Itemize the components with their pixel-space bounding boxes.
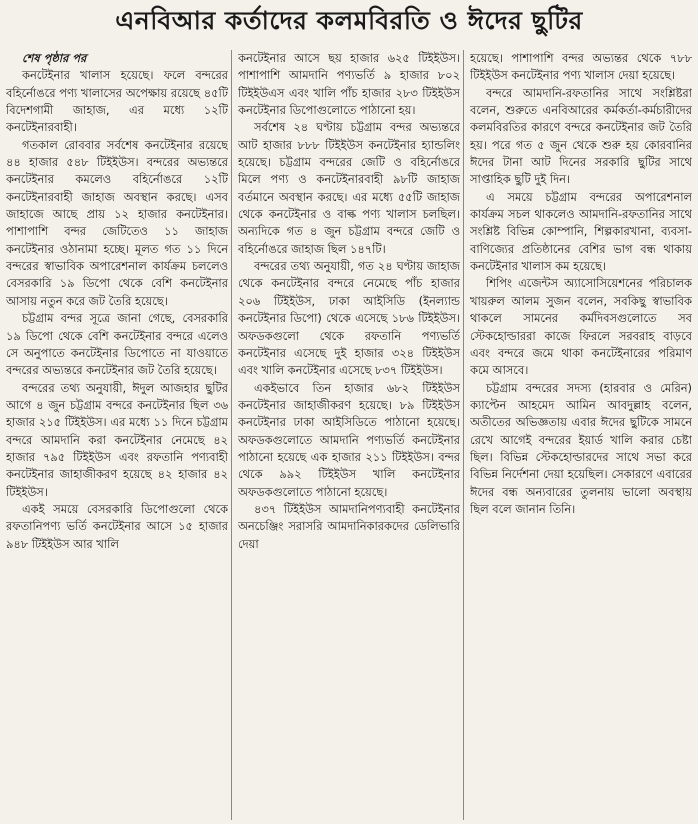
paragraph: একই সময়ে বেসরকারি ডিপোগুলো থেকে রফতানিপণ্য ভর্তি কনটেইনার আসে ১৫ হাজার ৯৪৮ টিইইউস আর খালি [6,501,228,551]
paragraph: সর্বশেষ ২৪ ঘণ্টায় চট্টগ্রাম বন্দর অভ্যন্তরে আট হাজার ৮৮৮ টিইইউস কনটেইনার হ্যান্ডলিং হয়েছে। চট্টগ্রাম বন্দরের জেটি ও বহির্নোঙরে মিলে পণ্য ও কনটেইনারবাহী ৯৮টি জাহাজ বর্তমানে অবস্থান করছে। এর মধ্যে ৫৫টি জাহাজ থেকে কনটেইনার ও বাল্ক পণ্য খালাস চলছিল। অন্যদিকে গত ৪ জুন চট্টগ্রাম বন্দরে জেটি ও বহির্নোঙরে জাহাজ ছিল ১৪৭টি। [238,120,460,256]
headline: এনবিআর কর্তাদের কলমবিরতি ও ঈদের ছুটির [115,6,583,35]
paragraph: এ সময়ে চট্টগ্রাম বন্দরের অপারেশনাল কার্যক্রম সচল থাকলেও আমদানি-রফতানির সাথে সংশ্লিষ্ট বিভিন্ন কোম্পানি, শিল্পকারখানা, ব্যবসা-বাণিজ্যের প্রতিষ্ঠানের বেশির ভাগ বন্ধ থাকায় কনটেইনার খালাস কম হয়েছে। [470,189,692,274]
article-column-3 [470,50,692,820]
column-divider [231,50,232,820]
paragraph: কনটেইনার আসে ছয় হাজার ৬২৫ টিইইউস। পাশাপাশি আমদানি পণ্যভর্তি ৯ হাজার ৮০২ টিইইউএস এবং খালি পাঁচ হাজার ২৮৩ টিইইউস কনটেইনার ডিপোগুলোতে পাঠানো হয়। [238,51,460,118]
article-column-1 [6,50,228,820]
paragraph: বন্দরে আমদানি-রফতানির সাথে সংশ্লিষ্টরা বলেন, শুরুতে এনবিআরের কর্মকর্তা-কর্মচারীদের কলমবিরতির কারণে বন্দরে কনটেইনার জট তৈরি হয়। পরে গত ৫ জুন থেকে শুরু হয় কোরবানির ঈদের টানা আট দিনের সরকারি ছুটির সাথে সাপ্তাহিক ছুটি দুই দিন। [470,85,692,187]
paragraph: একইভাবে তিন হাজার ৬৮২ টিইইউস কনটেইনার জাহাজীকরণ হয়েছে। ৮৯ টিইইউস কনটেইনার ঢাকা আইসিডিতে পাঠানো হয়েছে। অফডকগুলোতে আমদানি পণ্যভর্তি কনটেইনার পাঠানো হয়েছে এক হাজার ২১১ টিইইউস। বন্দর থেকে ৯৯২ টিইইউস খালি কনটেইনার অফডকগুলোতে পাঠানো হয়েছে। [238,380,460,499]
paragraph: শিপিং এজেন্টস অ্যাসোসিয়েশনের পরিচালক খায়রুল আলম সুজন বলেন, সবকিছু স্বাভাবিক থাকলে সামনের কর্মদিবসগুলোতে সব স্টেকহোল্ডাররা কাজে ফিরলে সরবরাহ বাড়বে এবং বন্দরে জমে থাকা কনটেইনারের পরিমাণ কমে আসবে। [470,276,692,378]
article-column-2 [238,50,460,820]
paragraph: চট্টগ্রাম বন্দর সূত্রে জানা গেছে, বেসরকারি ১৯ ডিপো থেকে বেশি কনটেইনার বন্দরে এলেও সে অনুপাতে কনটেইনার ডিপোতে না যাওয়াতে বন্দরের অভ্যন্তরে কনটেইনার জট তৈরি হয়েছে। [6,311,228,378]
continued-from-kicker: শেষ পৃষ্ঠার পর [22,51,87,65]
paragraph: চট্টগ্রাম বন্দরের সদস্য (হারবার ও মেরিন) ক্যাপ্টেন আহমেদ আমিন আবদুল্লাহ বলেন, অতীতের অভিজ্ঞতায় এবার ঈদের ছুটিকে সামনে রেখে আগেই বন্দরের ইয়ার্ড খালি করার চেষ্টা ছিল। বিভিন্ন স্টেকহোল্ডারদের সাথে সভা করে বিভিন্ন নির্দেশনা দেয়া হয়েছিল। সেকারণে এবারের ঈদের বন্ধ অন্যবারের তুলনায় ভালো অবস্থায় ছিল বলে জানান তিনি। [470,380,692,516]
paragraph: গতকাল রোববার সর্বশেষ কনটেইনার রয়েছে ৪৪ হাজার ৫৪৮ টিইইউস। বন্দরের অভ্যন্তরে কনটেইনার কমলেও বহির্নোঙরে ১২টি কনটেইনারবাহী জাহাজ অবস্থান করছে। এসব জাহাজে আছে প্রায় ১২ হাজার কনটেইনার। পাশাপাশি বন্দর জেটিতেও ১১ জাহাজ কনটেইনার ওঠানামা হচ্ছে। মূলত গত ১১ দিনে বন্দরের স্বাভাবিক অপারেশনাল কার্যক্রম চললেও বেসরকারি ১৯ ডিপো থেকে বেশি কনটেইনার আসায় নতুন করে জট তৈরি হয়েছে। [6,137,228,308]
paragraph: কনটেইনার খালাস হয়েছে। ফলে বন্দরের বহির্নোঙরে পণ্য খালাসের অপেক্ষায় রয়েছে ৪৫টি বিদেশগামী জাহাজ, এর মধ্যে ১২টি কনটেইনারবাহী। [6,68,228,135]
paragraph: বন্দরের তথ্য অনুযায়ী, ঈদুল আজহার ছুটির আগে ৪ জুন চট্টগ্রাম বন্দরে কনটেইনার ছিল ৩৬ হাজার ২১৫ টিইইউস। এর মধ্যে ১১ দিনে চট্টগ্রাম বন্দরে আমদানি করা কনটেইনার নেমেছে ৪২ হাজার ৭৯৫ টিইইউস এবং রফতানি পণ্যবাহী কনটেইনার জাহাজীকরণ হয়েছে ৪২ হাজার ৪২ টিইইউস। [6,380,228,499]
paragraph: বন্দরের তথ্য অনুযায়ী, গত ২৪ ঘণ্টায় জাহাজ থেকে কনটেইনার বন্দরে নেমেছে পাঁচ হাজার ২০৬ টিইইউস, ঢাকা আইসিডি (ইনল্যান্ড কনটেইনার ডিপো) থেকে এসেছে ১৮৬ টিইইউস। অফডকগুলো থেকে রফতানি পণ্যভর্তি কনটেইনার এসেছে দুই হাজার ৩২৪ টিইইউস এবং খালি কনটেইনার এসেছে ৮৩৭ টিইইউস। [238,259,460,378]
paragraph: হয়েছে। পাশাপাশি বন্দর অভ্যন্তর থেকে ৭৮৮ টিইইউস কনটেইনার পণ্য খালাস দেয়া হয়েছে। [470,51,692,83]
paragraph: ৪৩৭ টিইইউস আমদানিপণ্যবাহী কনটেইনার অনচেঞ্জিং সরাসরি আমদানিকারকদের ডেলিভারি দেয়া [238,501,460,551]
column-divider [463,50,464,820]
